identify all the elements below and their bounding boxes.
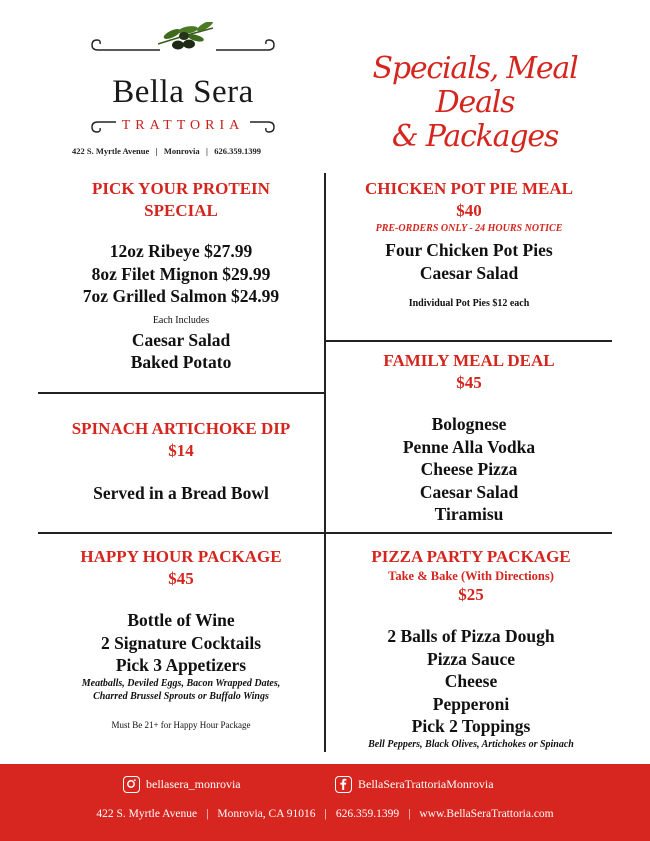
- dip-section: [38, 418, 324, 505]
- instagram-handle: bellasera_monrovia: [146, 777, 241, 791]
- family-price: $45: [456, 373, 482, 392]
- pizza-section: [326, 546, 616, 751]
- headline-line-1: Specials, Meal Deals: [372, 51, 578, 120]
- family-item: Tiramisu: [434, 504, 504, 524]
- pot-pie-note: PRE-ORDERS ONLY - 24 HOURS NOTICE: [375, 223, 563, 234]
- logo: [88, 22, 278, 142]
- pizza-item: 2 Balls of Pizza Dough: [387, 626, 555, 646]
- family-item: Cheese Pizza: [420, 459, 518, 479]
- pizza-item: Pick 2 Toppings: [411, 716, 531, 736]
- happy-hour-section: [38, 546, 324, 732]
- brand-subtitle: TRATTORIA: [121, 118, 245, 133]
- happy-hour-note: Must Be 21+ for Happy Hour Package: [111, 719, 251, 730]
- footer-address: 422 S. Myrtle Avenue: [96, 808, 198, 820]
- footer: [0, 764, 650, 841]
- facebook-icon: [335, 776, 352, 793]
- happy-hour-title: HAPPY HOUR PACKAGE: [80, 547, 282, 566]
- happy-hour-options-2: Charred Brussel Sprouts or Buffalo Wings: [93, 690, 269, 702]
- footer-contact-line: [0, 808, 650, 820]
- instagram-link[interactable]: [123, 776, 241, 793]
- dip-title: SPINACH ARTICHOKE DIP: [71, 419, 291, 438]
- family-item: Bolognese: [431, 414, 507, 434]
- pot-pie-extra: Individual Pot Pies $12 each: [408, 298, 530, 309]
- separator: |: [324, 808, 327, 820]
- pizza-subtitle: Take & Bake (With Directions): [388, 569, 554, 583]
- page-headline: [340, 52, 610, 154]
- happy-hour-item: Pick 3 Appetizers: [115, 655, 247, 675]
- pizza-item: Cheese: [444, 671, 498, 691]
- family-section: [326, 350, 612, 526]
- brand-address-line: 422 S. Myrtle Avenue | Monrovia | 626.359.1399: [72, 146, 262, 156]
- family-item: Penne Alla Vodka: [402, 436, 536, 457]
- separator: |: [206, 808, 209, 820]
- pizza-item: Pizza Sauce: [427, 648, 515, 669]
- divider-right-1: [324, 340, 612, 342]
- dip-description: Served in a Bread Bowl: [93, 483, 269, 503]
- pot-pie-title: CHICKEN POT PIE MEAL: [365, 179, 573, 198]
- family-title: FAMILY MEAL DEAL: [383, 351, 555, 370]
- headline-line-2: & Packages: [391, 119, 559, 154]
- pot-pie-section: [326, 178, 612, 310]
- dip-price: $14: [168, 441, 194, 460]
- divider-full: [38, 532, 612, 534]
- protein-item: 7oz Grilled Salmon $24.99: [82, 286, 280, 306]
- pizza-item: Pepperoni: [432, 693, 510, 714]
- separator: |: [408, 808, 411, 820]
- pot-pie-item: Four Chicken Pot Pies: [385, 240, 553, 260]
- protein-title-1: PICK YOUR PROTEIN: [92, 179, 270, 198]
- pot-pie-price: $40: [456, 201, 482, 220]
- happy-hour-item: 2 Signature Cocktails: [100, 632, 262, 653]
- protein-item: 12oz Ribeye $27.99: [109, 241, 253, 261]
- protein-section: [38, 178, 324, 374]
- protein-item: 8oz Filet Mignon $29.99: [91, 263, 271, 284]
- pot-pie-item: Caesar Salad: [419, 262, 519, 283]
- protein-include-item: Caesar Salad: [131, 329, 231, 350]
- footer-phone[interactable]: 626.359.1399: [335, 808, 400, 820]
- pizza-price: $25: [458, 585, 484, 604]
- family-item: Caesar Salad: [419, 481, 519, 502]
- protein-title-2: SPECIAL: [144, 201, 218, 220]
- instagram-icon: [123, 776, 140, 793]
- facebook-link[interactable]: [335, 776, 494, 793]
- pizza-title: PIZZA PARTY PACKAGE: [371, 547, 571, 566]
- happy-hour-options-1: Meatballs, Deviled Eggs, Bacon Wrapped Dates,: [81, 677, 281, 689]
- footer-city: Monrovia, CA 91016: [217, 808, 316, 820]
- protein-include-item: Baked Potato: [130, 352, 232, 372]
- brand-name: Bella Sera: [112, 74, 254, 110]
- happy-hour-item: Bottle of Wine: [127, 610, 235, 630]
- happy-hour-price: $45: [168, 569, 194, 588]
- facebook-handle: BellaSeraTrattoriaMonrovia: [358, 777, 494, 791]
- pizza-toppings: Bell Peppers, Black Olives, Artichokes or Spinach: [368, 738, 574, 750]
- divider-left-1: [38, 392, 325, 394]
- footer-website[interactable]: www.BellaSeraTrattoria.com: [419, 808, 554, 820]
- protein-includes-label: Each Includes: [152, 314, 210, 326]
